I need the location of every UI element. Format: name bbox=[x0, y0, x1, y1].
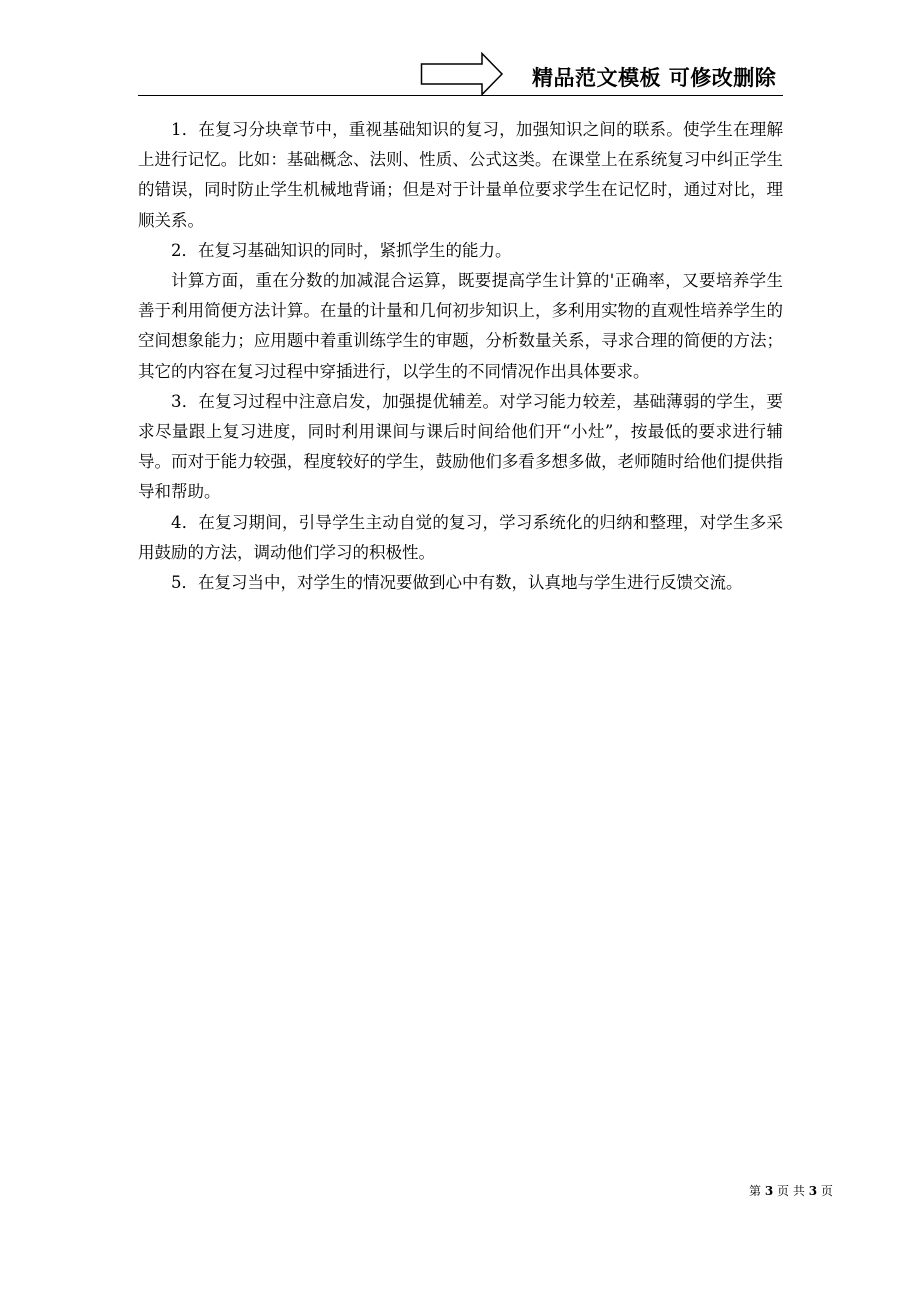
page-header bbox=[0, 0, 920, 100]
paragraph-5: 4．在复习期间，引导学生主动自觉的复习，学习系统化的归纳和整理，对学生多采用鼓励的方法，调动他们学习的积极性。 bbox=[138, 512, 783, 562]
document-body bbox=[138, 115, 783, 598]
footer-page-label: 第 bbox=[749, 1184, 762, 1198]
paragraph-1: 1．在复习分块章节中，重视基础知识的复习，加强知识之间的联系。使学生在理解上进行记忆。比如：基础概念、法则、性质、公式这类。在课堂上在系统复习中纠正学生的错误，同时防止学生机械地背诵；但是对于计量单位要求学生在记忆时，通过对比，理顺关系。 bbox=[138, 120, 783, 230]
paragraph-2: 2．在复习基础知识的同时，紧抓学生的能力。 bbox=[171, 240, 512, 260]
paragraph-4: 3．在复习过程中注意启发，加强提优辅差。对学习能力较差，基础薄弱的学生，要求尽量跟上复习进度，同时利用课间与课后时间给他们开“小灶”，按最低的要求进行辅导。而对于能力较强，程度较好的学生，鼓励他们多看多想多做，老师随时给他们提供指导和帮助。 bbox=[138, 391, 783, 502]
header-divider bbox=[138, 95, 783, 96]
right-arrow-icon bbox=[420, 52, 504, 96]
footer-page-unit: 页 bbox=[777, 1184, 790, 1198]
paragraph-6: 5．在复习当中，对学生的情况要做到心中有数，认真地与学生进行反馈交流。 bbox=[171, 573, 743, 593]
footer-total-label: 共 bbox=[792, 1184, 805, 1198]
footer-total-unit: 页 bbox=[820, 1184, 833, 1198]
header-title: 精品范文模板 可修改删除 bbox=[532, 66, 777, 90]
footer-total-pages: 3 bbox=[808, 1184, 818, 1198]
footer-current-page: 3 bbox=[764, 1184, 774, 1198]
page-number-footer bbox=[749, 1183, 833, 1199]
paragraph-3: 计算方面，重在分数的加减混合运算，既要提高学生计算的'正确率，又要培养学生善于利用简便方法计算。在量的计量和几何初步知识上，多利用实物的直观性培养学生的空间想象能力；应用题中着重训练学生的审题，分析数量关系，寻求合理的简便的方法；其它的内容在复习过程中穿插进行，以学生的不同情况作出具体要求。 bbox=[138, 271, 783, 381]
